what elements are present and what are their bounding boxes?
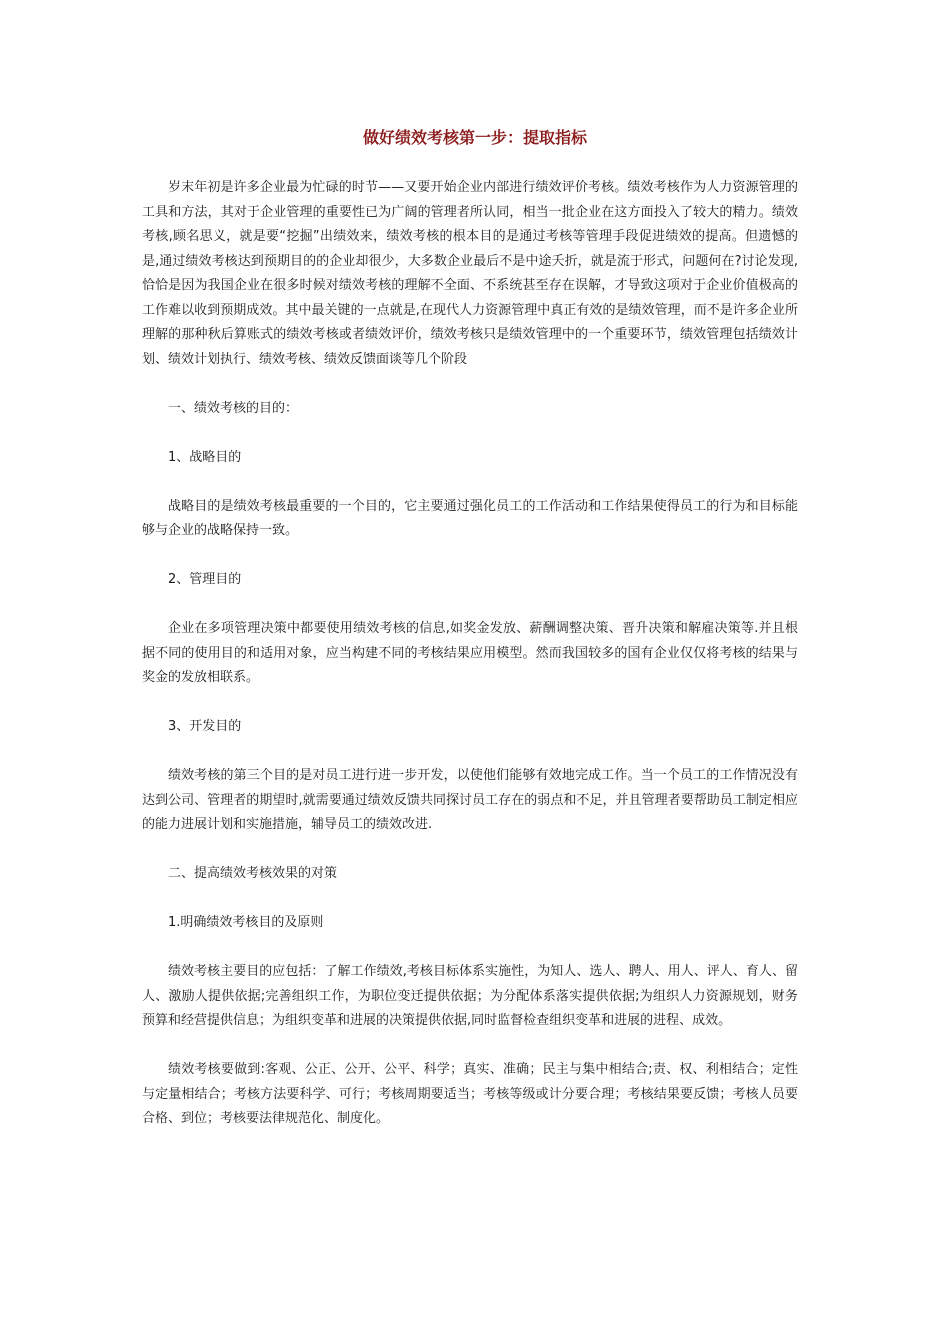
document-body (142, 176, 798, 1156)
paragraph-requirements: 绩效考核要做到:客观、公正、公开、公平、科学；真实、准确；民主与集中相结合;责、权、利相结合；定性与定量相结合；考核方法要科学、可行；考核周期要适当；考核等级或计分要合理；考核结果要反馈；考核人员要合格、到位；考核要法律规范化、制度化。 (142, 1062, 798, 1126)
section-heading-2: 二、提高绩效考核效果的对策 (168, 866, 338, 881)
document-title: 做好绩效考核第一步：提取指标 (362, 128, 587, 147)
subsection-heading-strategic: 1、战略目的 (168, 449, 242, 465)
paragraph-management: 企业在多项管理决策中都要使用绩效考核的信息,如奖金发放、薪酬调整决策、晋升决策和解雇决策等.并且根据不同的使用目的和适用对象，应当构建不同的考核结果应用模型。然而我国较多的国有企业仅仅将考核的结果与奖金的发放相联系。 (142, 621, 798, 685)
paragraph-development: 绩效考核的第三个目的是对员工进行进一步开发，以使他们能够有效地完成工作。当一个员工的工作情况没有达到公司、管理者的期望时,就需要通过绩效反馈共同探讨员工存在的弱点和不足，并且管理者要帮助员工制定相应的能力进展计划和实施措施，辅导员工的绩效改进. (142, 768, 798, 832)
subsection-heading-development: 3、开发目的 (168, 719, 242, 734)
subsection-heading-management: 2、管理目的 (168, 572, 242, 587)
subsection-heading-principles: 1.明确绩效考核目的及原则 (168, 915, 324, 930)
section-heading-1: 一、绩效考核的目的： (168, 400, 299, 416)
paragraph-intro: 岁末年初是许多企业最为忙碌的时节——又要开始企业内部进行绩效评价考核。绩效考核作为人力资源管理的工具和方法，其对于企业管理的重要性已为广阔的管理者所认同，相当一批企业在这方面投入了较大的精力。绩效考核,顾名思义，就是要“挖掘”出绩效来，绩效考核的根本目的是通过考核等管理手段促进绩效的提高。但遗憾的是,通过绩效考核达到预期目的的企业却很少，大多数企业最后不是中途夭折，就是流于形式，问题何在?讨论发现,恰恰是因为我国企业在很多时候对绩效考核的理解不全面、不系统甚至存在误解，才导致这项对于企业价值极高的工作难以收到预期成效。其中最关键的一点就是,在现代人力资源管理中真正有效的是绩效管理，而不是许多企业所理解的那种秋后算账式的绩效考核或者绩效评价，绩效考核只是绩效管理中的一个重要环节，绩效管理包括绩效计划、绩效计划执行、绩效考核、绩效反馈面谈等几个阶段 (142, 180, 798, 367)
paragraph-strategic: 战略目的是绩效考核最重要的一个目的，它主要通过强化员工的工作活动和工作结果使得员工的行为和目标能够与企业的战略保持一致。 (142, 498, 798, 538)
paragraph-purposes: 绩效考核主要目的应包括：了解工作绩效,考核目标体系实施性，为知人、选人、聘人、用人、评人、育人、留人、激励人提供依据;完善组织工作，为职位变迁提供依据；为分配体系落实提供依据;为组织人力资源规划，财务预算和经营提供信息；为组织变革和进展的决策提供依据,同时监督检查组织变革和进展的进程、成效。 (142, 964, 798, 1028)
